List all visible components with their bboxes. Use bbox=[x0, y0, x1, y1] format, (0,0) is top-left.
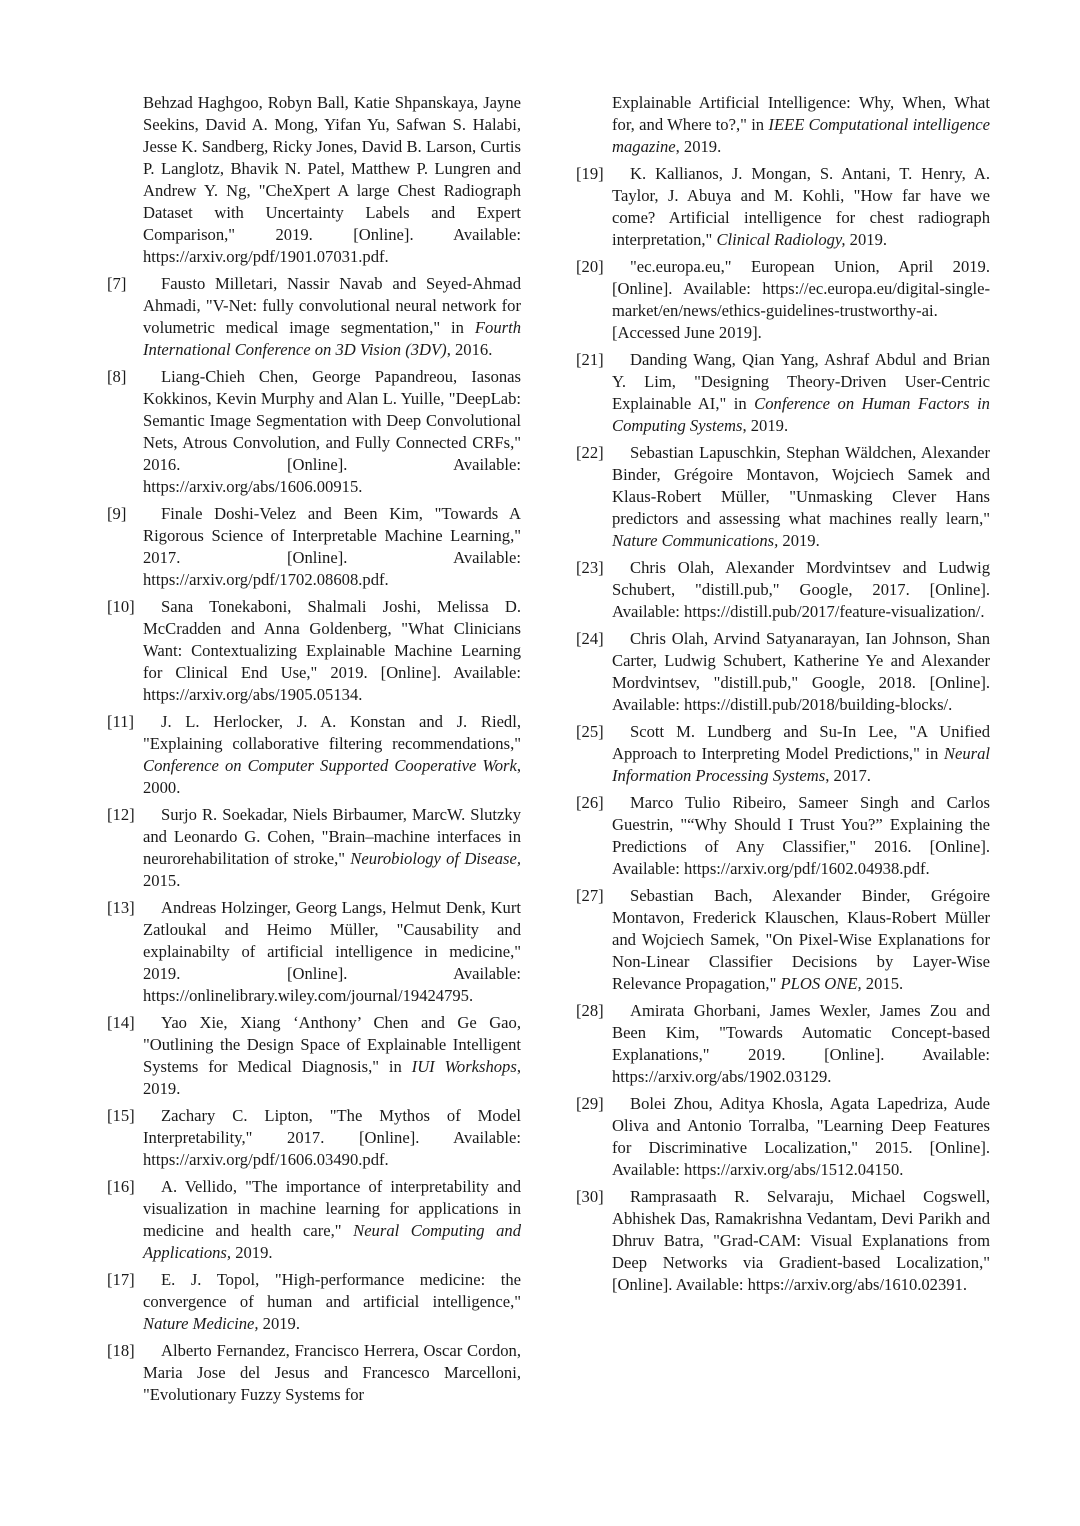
reference-citation: Alberto Fernandez, Francisco Herrera, Oscar Cordon, Maria Jose del Jesus and Francesco Marcelloni, "Evolutionary Fuzzy Systems for bbox=[143, 1341, 521, 1404]
reference-number: [13] bbox=[107, 898, 135, 917]
reference-item bbox=[107, 366, 521, 498]
reference-citation: Sebastian Bach, Alexander Binder, Grégoire Montavon, Frederick Klauschen, Klaus-Robert Müller and Wojciech Samek, "On Pixel-Wise Explanations for Non-Linear Classifier Decisions by Layer-Wise Relevance Propagation," bbox=[612, 886, 990, 993]
reference-venue: Fourth International Conference on 3D Vision (3DV) bbox=[143, 318, 521, 359]
reference-citation: Fausto Milletari, Nassir Navab and Seyed-Ahmad Ahmadi, "V-Net: fully convolutional neural network for volumetric medical image segmentation," in bbox=[143, 274, 521, 337]
reference-text bbox=[612, 721, 990, 787]
reference-citation: Sebastian Lapuschkin, Stephan Wäldchen, Alexander Binder, Grégoire Montavon, Wojciech Samek and Klaus-Robert Müller, "Unmasking Clever Hans predictors and assessing what machines really learn," bbox=[612, 443, 990, 528]
reference-item bbox=[576, 721, 990, 787]
reference-venue: Nature Communications, bbox=[612, 531, 779, 550]
reference-text bbox=[612, 628, 990, 716]
reference-number: [7] bbox=[107, 274, 127, 293]
reference-number: [26] bbox=[576, 793, 604, 812]
reference-number: [17] bbox=[107, 1270, 135, 1289]
reference-text bbox=[612, 885, 990, 995]
reference-number: [25] bbox=[576, 722, 604, 741]
reference-citation: Sana Tonekaboni, Shalmali Joshi, Melissa D. McCradden and Anna Goldenberg, "What Clinicians Want: Contextualizing Explainable Machine Learning for Clinical End Use," 2019. [Online]. Available: https://arxiv.org/abs/1905.05134. bbox=[143, 597, 521, 704]
reference-citation: Behzad Haghgoo, Robyn Ball, Katie Shpanskaya, Jayne Seekins, David A. Mong, Yifan Yu, Safwan S. Halabi, Jesse K. Sandberg, Ricky Jones, David B. Larson, Curtis P. Langlotz, Bhavik N. Patel, Matthew P. Lungren and Andrew Y. Ng, "CheXpert A large Chest Radiograph Dataset with Uncertainty Labels and Expert Comparison," 2019. [Online]. Available: https://arxiv.org/pdf/1901.07031.pdf. bbox=[143, 93, 521, 266]
reference-number: [19] bbox=[576, 164, 604, 183]
reference-year: 2019. bbox=[845, 230, 888, 249]
reference-item bbox=[576, 1186, 990, 1296]
reference-number: [16] bbox=[107, 1177, 135, 1196]
reference-year: , 2017. bbox=[825, 766, 871, 785]
reference-number: [28] bbox=[576, 1001, 604, 1020]
reference-venue: IUI Workshops bbox=[411, 1057, 517, 1076]
reference-number: [21] bbox=[576, 350, 604, 369]
reference-text bbox=[612, 1186, 990, 1296]
reference-citation: Amirata Ghorbani, James Wexler, James Zou and Been Kim, "Towards Automatic Concept-based Explanations," 2019. [Online]. Available: https://arxiv.org/abs/1902.03129. bbox=[612, 1001, 990, 1086]
references-column-left bbox=[107, 92, 521, 1411]
reference-citation: Danding Wang, Qian Yang, Ashraf Abdul and Brian Y. Lim, "Designing Theory-Driven User-Centric Explainable AI," in bbox=[612, 350, 990, 413]
reference-continuation bbox=[576, 92, 990, 158]
reference-year: , 2019. bbox=[143, 1057, 521, 1098]
reference-item bbox=[107, 711, 521, 799]
reference-text bbox=[612, 557, 990, 623]
reference-text bbox=[143, 897, 521, 1007]
reference-number: [27] bbox=[576, 886, 604, 905]
reference-venue: Conference on Computer Supported Cooperative Work bbox=[143, 756, 517, 775]
reference-item bbox=[107, 1105, 521, 1171]
reference-citation: Finale Doshi-Velez and Been Kim, "Towards A Rigorous Science of Interpretable Machine Learning," 2017. [Online]. Available: https://arxiv.org/pdf/1702.08608.pdf. bbox=[143, 504, 521, 589]
reference-text bbox=[143, 711, 521, 799]
reference-number: [30] bbox=[576, 1187, 604, 1206]
reference-venue: Clinical Radiology, bbox=[716, 230, 846, 249]
reference-text bbox=[143, 1340, 521, 1406]
reference-year: 2019. bbox=[258, 1314, 300, 1333]
reference-item bbox=[107, 1269, 521, 1335]
reference-citation: E. J. Topol, "High-performance medicine: the convergence of human and artificial intelligence," bbox=[143, 1270, 521, 1311]
reference-item bbox=[576, 256, 990, 344]
reference-citation: Chris Olah, Arvind Satyanarayan, Ian Johnson, Shan Carter, Ludwig Schubert, Katherine Ye and Alexander Mordvintsev, "distill.pub," Google, 2018. [Online]. Available: https://distill.pub/2018/building-blocks/. bbox=[612, 629, 990, 714]
reference-venue: IEEE Computational intelligence magazine bbox=[612, 115, 990, 156]
reference-citation: Zachary C. Lipton, "The Mythos of Model Interpretability," 2017. [Online]. Available: https://arxiv.org/pdf/1606.03490.pdf. bbox=[143, 1106, 521, 1169]
reference-text bbox=[143, 1105, 521, 1171]
reference-item bbox=[576, 163, 990, 251]
reference-citation: Marco Tulio Ribeiro, Sameer Singh and Carlos Guestrin, "“Why Should I Trust You?” Explaining the Predictions of Any Classifier," 2016. [Online]. Available: https://arxiv.org/pdf/1602.04938.pdf. bbox=[612, 793, 990, 878]
reference-venue: Neurobiology of Disease, bbox=[350, 849, 521, 868]
reference-item bbox=[576, 349, 990, 437]
reference-number: [24] bbox=[576, 629, 604, 648]
reference-item bbox=[107, 273, 521, 361]
reference-text bbox=[612, 349, 990, 437]
reference-text bbox=[612, 442, 990, 552]
reference-item bbox=[107, 897, 521, 1007]
reference-text bbox=[612, 163, 990, 251]
reference-text bbox=[143, 1269, 521, 1335]
reference-number: [20] bbox=[576, 257, 604, 276]
reference-number: [14] bbox=[107, 1013, 135, 1032]
reference-item bbox=[107, 503, 521, 591]
reference-venue: Neural Information Processing Systems bbox=[612, 744, 990, 785]
reference-year: , 2019. bbox=[675, 137, 722, 156]
reference-citation: K. Kallianos, J. Mongan, S. Antani, T. Henry, A. Taylor, J. Abuya and M. Kohli, "How far have we come? Artificial intelligence for chest radiograph interpretation," bbox=[612, 164, 990, 249]
reference-text bbox=[143, 1176, 521, 1264]
reference-year: 2019. bbox=[778, 531, 820, 550]
reference-item bbox=[107, 1340, 521, 1406]
reference-number: [8] bbox=[107, 367, 127, 386]
reference-number: [23] bbox=[576, 558, 604, 577]
reference-year: , 2016. bbox=[446, 340, 493, 359]
reference-citation: Explainable Artificial Intelligence: Why, When, What for, and Where to?," in bbox=[612, 93, 990, 134]
reference-text bbox=[143, 1012, 521, 1100]
reference-citation: Yao Xie, Xiang ‘Anthony’ Chen and Ge Gao, "Outlining the Design Space of Explainable Intelligent Systems for Medical Diagnosis," in bbox=[143, 1013, 521, 1076]
reference-item bbox=[576, 1093, 990, 1181]
reference-text bbox=[143, 804, 521, 892]
references-column-right bbox=[576, 92, 990, 1301]
reference-continuation bbox=[107, 92, 521, 268]
reference-number: [10] bbox=[107, 597, 135, 616]
reference-text bbox=[612, 792, 990, 880]
reference-venue: Nature Medicine, bbox=[143, 1314, 259, 1333]
reference-item bbox=[576, 628, 990, 716]
reference-citation: Ramprasaath R. Selvaraju, Michael Cogswell, Abhishek Das, Ramakrishna Vedantam, Devi Parikh and Dhruv Batra, "Grad-CAM: Visual Explanations from Deep Networks via Gradient-based Localization," [Online]. Available: https://arxiv.org/abs/1610.02391. bbox=[612, 1187, 990, 1294]
reference-item bbox=[576, 1000, 990, 1088]
reference-text bbox=[143, 273, 521, 361]
reference-citation: "ec.europa.eu," European Union, April 2019. [Online]. Available: https://ec.europa.eu/digital-single-market/en/news/ethics-guidelines-trustworthy-ai. [Accessed June 2019]. bbox=[612, 257, 990, 342]
reference-text bbox=[143, 596, 521, 706]
reference-citation: Surjo R. Soekadar, Niels Birbaumer, MarcW. Slutzky and Leonardo G. Cohen, "Brain–machine interfaces in neurorehabilitation of stroke," bbox=[143, 805, 521, 868]
reference-number: [18] bbox=[107, 1341, 135, 1360]
reference-item bbox=[576, 557, 990, 623]
reference-citation: Andreas Holzinger, Georg Langs, Helmut Denk, Kurt Zatloukal and Heimo Müller, "Causability and explainabilty of artificial intelligence in medicine," 2019. [Online]. Available: https://onlinelibrary.wiley.com/journal/19424795. bbox=[143, 898, 521, 1005]
reference-number: [29] bbox=[576, 1094, 604, 1113]
reference-venue: PLOS ONE, bbox=[780, 974, 862, 993]
reference-venue: Neural Computing and Applications, bbox=[143, 1221, 521, 1262]
reference-number: [22] bbox=[576, 443, 604, 462]
reference-item bbox=[576, 885, 990, 995]
reference-text bbox=[143, 92, 521, 268]
reference-citation: A. Vellido, "The importance of interpretability and visualization in machine learning for applications in medicine and health care," bbox=[143, 1177, 521, 1240]
reference-text bbox=[143, 503, 521, 591]
reference-year: , 2000. bbox=[143, 756, 521, 797]
reference-year: , 2019. bbox=[742, 416, 789, 435]
reference-text bbox=[143, 366, 521, 498]
reference-item bbox=[107, 1012, 521, 1100]
reference-item bbox=[576, 442, 990, 552]
reference-year: 2019. bbox=[231, 1243, 273, 1262]
reference-year: 2015. bbox=[861, 974, 904, 993]
reference-item bbox=[107, 596, 521, 706]
reference-text bbox=[612, 92, 990, 158]
reference-text bbox=[612, 1093, 990, 1181]
reference-citation: Scott M. Lundberg and Su-In Lee, "A Unified Approach to Interpreting Model Predictions," in bbox=[612, 722, 990, 763]
reference-number: [12] bbox=[107, 805, 135, 824]
reference-citation: J. L. Herlocker, J. A. Konstan and J. Riedl, "Explaining collaborative filtering recommendations," bbox=[143, 712, 521, 753]
reference-venue: Conference on Human Factors in Computing Systems bbox=[612, 394, 990, 435]
reference-citation: Bolei Zhou, Aditya Khosla, Agata Lapedriza, Aude Oliva and Antonio Torralba, "Learning Deep Features for Discriminative Localization," 2015. [Online]. Available: https://arxiv.org/abs/1512.04150. bbox=[612, 1094, 990, 1179]
reference-item bbox=[107, 804, 521, 892]
reference-number: [15] bbox=[107, 1106, 135, 1125]
reference-item bbox=[107, 1176, 521, 1264]
reference-text bbox=[612, 256, 990, 344]
reference-number: [11] bbox=[107, 712, 135, 731]
reference-number: [9] bbox=[107, 504, 127, 523]
reference-citation: Liang-Chieh Chen, George Papandreou, Iasonas Kokkinos, Kevin Murphy and Alan L. Yuille, "DeepLab: Semantic Image Segmentation with Deep Convolutional Nets, Atrous Convolution, and Fully Connected CRFs," 2016. [Online]. Available: https://arxiv.org/abs/1606.00915. bbox=[143, 367, 521, 496]
reference-item bbox=[576, 792, 990, 880]
reference-year: 2015. bbox=[143, 871, 181, 890]
reference-text bbox=[612, 1000, 990, 1088]
reference-citation: Chris Olah, Alexander Mordvintsev and Ludwig Schubert, "distill.pub," Google, 2017. [Online]. Available: https://distill.pub/2017/feature-visualization/. bbox=[612, 558, 990, 621]
